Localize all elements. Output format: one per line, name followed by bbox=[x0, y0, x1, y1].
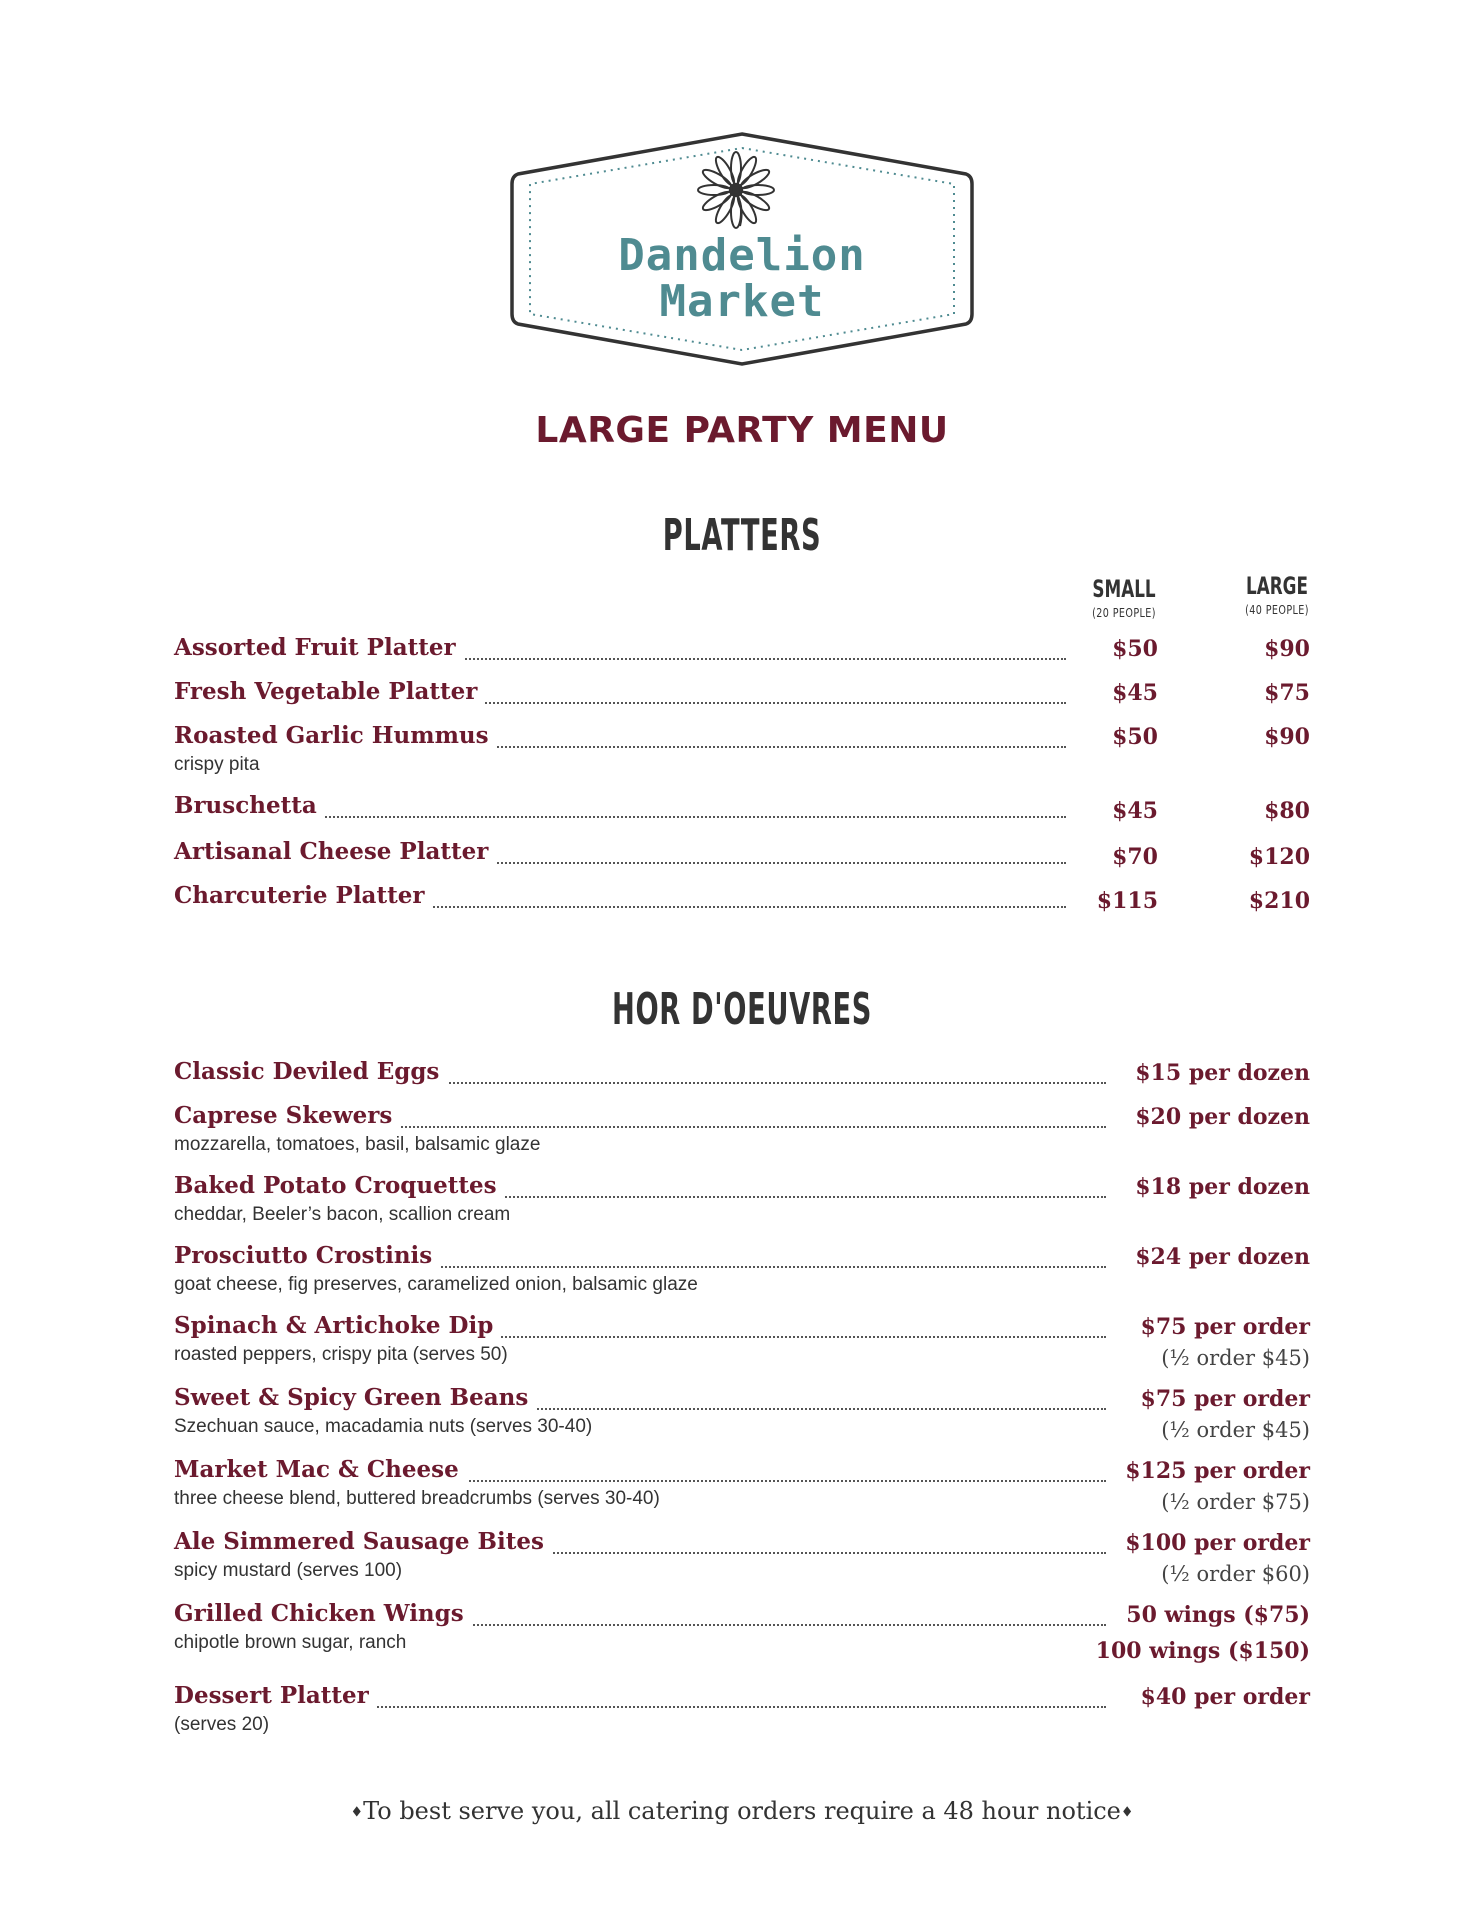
hor-item-name: Baked Potato Croquettes bbox=[174, 1172, 505, 1199]
hor-item bbox=[174, 1172, 1310, 1226]
hor-item bbox=[174, 1058, 1310, 1092]
platter-item-name: Artisanal Cheese Platter bbox=[174, 838, 496, 865]
footer-text: To best serve you, all catering orders require a 48 hour notice bbox=[363, 1797, 1121, 1825]
hor-item-desc: (serves 20) bbox=[174, 1714, 270, 1735]
column-header-small-sub: (20 PEOPLE) bbox=[1092, 606, 1156, 620]
platter-item-name: Charcuterie Platter bbox=[174, 882, 432, 909]
hor-item-desc: Szechuan sauce, macadamia nuts (serves 30-40) bbox=[174, 1416, 593, 1437]
hor-item bbox=[174, 1600, 1310, 1664]
hor-item bbox=[174, 1528, 1310, 1586]
hor-price: $18 per dozen bbox=[1135, 1174, 1310, 1200]
column-header-large bbox=[1202, 571, 1352, 619]
platter-item bbox=[174, 882, 1310, 916]
logo-line-1: Dandelion bbox=[618, 230, 866, 281]
platter-price-large: $90 bbox=[1264, 724, 1310, 750]
platter-price-large: $210 bbox=[1248, 888, 1310, 914]
hor-item-name: Spinach & Artichoke Dip bbox=[174, 1312, 501, 1339]
hor-price: $15 per dozen bbox=[1135, 1060, 1310, 1086]
platter-price-large: $90 bbox=[1264, 636, 1310, 662]
platter-price-large: $120 bbox=[1248, 844, 1310, 870]
platter-item bbox=[174, 722, 1310, 776]
footer-notice bbox=[0, 1797, 1484, 1825]
platter-price-small: $50 bbox=[1112, 724, 1158, 750]
hor-item bbox=[174, 1456, 1310, 1514]
platter-item-name: Roasted Garlic Hummus bbox=[174, 722, 497, 749]
hor-item-name: Classic Deviled Eggs bbox=[174, 1058, 447, 1085]
hor-price-half: (½ order $75) bbox=[1161, 1490, 1310, 1514]
platter-item-name: Bruschetta bbox=[174, 792, 325, 819]
hor-item-desc: spicy mustard (serves 100) bbox=[174, 1560, 403, 1581]
platter-item bbox=[174, 792, 1310, 826]
hor-price-half: (½ order $45) bbox=[1161, 1346, 1310, 1370]
platter-item-name: Assorted Fruit Platter bbox=[174, 634, 464, 661]
hor-price: $100 per order bbox=[1125, 1530, 1310, 1556]
column-header-large-sub: (40 PEOPLE) bbox=[1245, 603, 1309, 617]
platter-price-large: $80 bbox=[1264, 798, 1310, 824]
hor-item bbox=[174, 1102, 1310, 1156]
hor-item-name: Market Mac & Cheese bbox=[174, 1456, 467, 1483]
platter-item bbox=[174, 634, 1310, 668]
hor-item-name: Prosciutto Crostinis bbox=[174, 1242, 440, 1269]
menu-title: LARGE PARTY MENU bbox=[535, 410, 949, 451]
diamond-icon: ♦ bbox=[350, 1804, 364, 1821]
hor-price-alt: 100 wings ($150) bbox=[1095, 1638, 1310, 1664]
platter-item-name: Fresh Vegetable Platter bbox=[174, 678, 485, 705]
hor-item-desc: cheddar, Beeler’s bacon, scallion cream bbox=[174, 1204, 511, 1225]
platter-item bbox=[174, 838, 1310, 872]
platter-item-desc: crispy pita bbox=[174, 754, 260, 775]
hor-price-half: (½ order $45) bbox=[1161, 1418, 1310, 1442]
hor-item-desc: three cheese blend, buttered breadcrumbs (serves 30-40) bbox=[174, 1488, 660, 1509]
hor-item-name: Grilled Chicken Wings bbox=[174, 1600, 472, 1627]
column-header-large-label: LARGE bbox=[1246, 572, 1308, 600]
hor-item-desc: roasted peppers, crispy pita (serves 50) bbox=[174, 1344, 508, 1365]
platter-price-large: $75 bbox=[1264, 680, 1310, 706]
hor-price: 50 wings ($75) bbox=[1126, 1602, 1310, 1628]
hor-item-name: Dessert Platter bbox=[174, 1682, 377, 1709]
hor-price: $24 per dozen bbox=[1135, 1244, 1310, 1270]
hor-item-desc: goat cheese, fig preserves, caramelized onion, balsamic glaze bbox=[174, 1274, 698, 1295]
platter-item bbox=[174, 678, 1310, 712]
hor-item bbox=[174, 1312, 1310, 1370]
platter-price-small: $70 bbox=[1112, 844, 1158, 870]
hor-item-name: Caprese Skewers bbox=[174, 1102, 400, 1129]
hor-item-desc: mozzarella, tomatoes, basil, balsamic glaze bbox=[174, 1134, 541, 1155]
hor-item bbox=[174, 1384, 1310, 1442]
section-title-hor-doeuvres: HOR D'OEUVRES bbox=[612, 984, 872, 1035]
logo-line-2: Market bbox=[659, 276, 825, 327]
hor-price: $75 per order bbox=[1140, 1314, 1310, 1340]
platter-price-small: $115 bbox=[1096, 888, 1158, 914]
platter-price-small: $45 bbox=[1112, 680, 1158, 706]
platter-price-small: $45 bbox=[1112, 798, 1158, 824]
hor-item-name: Sweet & Spicy Green Beans bbox=[174, 1384, 536, 1411]
logo bbox=[506, 128, 978, 368]
hor-item-desc: chipotle brown sugar, ranch bbox=[174, 1632, 407, 1653]
column-header-small bbox=[1049, 574, 1199, 622]
hor-price: $125 per order bbox=[1125, 1458, 1310, 1484]
hor-price: $40 per order bbox=[1140, 1684, 1310, 1710]
hor-price: $75 per order bbox=[1140, 1386, 1310, 1412]
hor-price-half: (½ order $60) bbox=[1161, 1562, 1310, 1586]
hor-price: $20 per dozen bbox=[1135, 1104, 1310, 1130]
column-header-small-label: SMALL bbox=[1092, 575, 1156, 603]
hor-item bbox=[174, 1242, 1310, 1296]
hor-item-name: Ale Simmered Sausage Bites bbox=[174, 1528, 552, 1555]
diamond-icon: ♦ bbox=[1120, 1804, 1134, 1821]
section-title-platters: PLATTERS bbox=[662, 510, 822, 561]
platter-price-small: $50 bbox=[1112, 636, 1158, 662]
hor-item bbox=[174, 1682, 1310, 1736]
